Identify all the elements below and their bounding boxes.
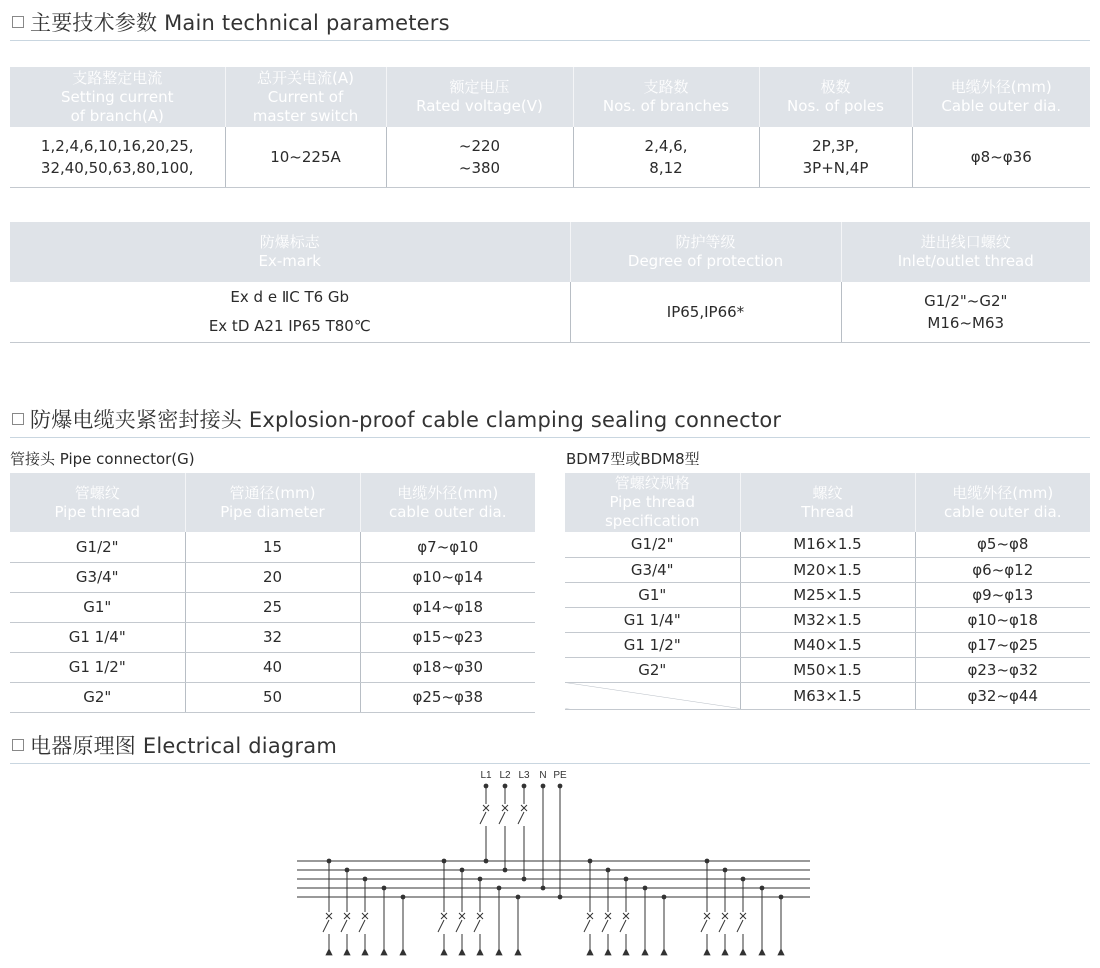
table-cell: M50×1.5 bbox=[740, 657, 915, 682]
table-cell: G1/2" bbox=[565, 532, 740, 557]
output-terminal-icon bbox=[496, 949, 502, 955]
table-header-row bbox=[565, 473, 1090, 532]
table-cell: 1,2,4,6,10,16,20,25, 32,40,50,63,80,100, bbox=[10, 127, 225, 187]
table-cell: G3/4" bbox=[565, 557, 740, 582]
table-row bbox=[565, 557, 1090, 582]
table-cell: G1 1/4" bbox=[10, 622, 185, 652]
table-cell: φ7~φ10 bbox=[360, 532, 535, 562]
header-cell: 管螺纹 Pipe thread bbox=[10, 473, 185, 532]
header-cell: 管通径(mm) Pipe diameter bbox=[185, 473, 360, 532]
header-cell: 防护等级 Degree of protection bbox=[570, 222, 841, 282]
table-cell: 2,4,6, 8,12 bbox=[573, 127, 759, 187]
table-cell: G1 1/2" bbox=[10, 652, 185, 682]
output-terminal-icon bbox=[605, 949, 611, 955]
table-cell: G3/4" bbox=[10, 562, 185, 592]
output-terminal-icon bbox=[642, 949, 648, 955]
section-title-text: 主要技术参数 Main technical parameters bbox=[30, 11, 450, 35]
table-cell: G2" bbox=[565, 657, 740, 682]
terminal-label-pe: PE bbox=[553, 770, 567, 781]
switch-blade bbox=[602, 920, 608, 932]
junction-dot bbox=[541, 886, 546, 891]
switch-blade bbox=[480, 812, 486, 824]
pipe-connector-subtitle: 管接头 Pipe connector(G) bbox=[10, 450, 195, 468]
output-terminal-icon bbox=[722, 949, 728, 955]
table-cell: φ9~φ13 bbox=[915, 582, 1090, 607]
junction-dot bbox=[522, 877, 527, 882]
table-row bbox=[565, 682, 1090, 709]
header-cell: 电缆外径(mm) cable outer dia. bbox=[915, 473, 1090, 532]
section-title-connector bbox=[12, 404, 781, 434]
output-terminal-icon bbox=[326, 949, 332, 955]
header-cell: 总开关电流(A) Current of master switch bbox=[225, 67, 386, 127]
output-terminal-icon bbox=[400, 949, 406, 955]
table-cell: ~220 ~380 bbox=[386, 127, 573, 187]
table-cell: 50 bbox=[185, 682, 360, 712]
header-cell: 进出线口螺纹 Inlet/outlet thread bbox=[841, 222, 1090, 282]
section-title-text: 防爆电缆夹紧密封接头 Explosion-proof cable clamping sealing connector bbox=[30, 408, 782, 432]
table-cell: IP65,IP66* bbox=[570, 282, 841, 342]
junction-dot bbox=[503, 868, 508, 873]
table-row bbox=[565, 657, 1090, 682]
output-terminal-icon bbox=[740, 949, 746, 955]
table-cell: M16×1.5 bbox=[740, 532, 915, 557]
table-cell: Ex d e ⅡC T6 Gb Ex tD A21 IP65 T80℃ bbox=[10, 282, 570, 342]
header-cell: 支路数 Nos. of branches bbox=[573, 67, 759, 127]
table-row bbox=[565, 582, 1090, 607]
table-cell: M20×1.5 bbox=[740, 557, 915, 582]
output-terminal-icon bbox=[587, 949, 593, 955]
table-cell: φ32~φ44 bbox=[915, 682, 1090, 709]
table-header-row bbox=[10, 222, 1090, 282]
bdm-connector-table bbox=[565, 473, 1090, 710]
table-cell: G1" bbox=[565, 582, 740, 607]
table-header-row bbox=[10, 67, 1090, 127]
output-terminal-icon bbox=[623, 949, 629, 955]
switch-blade bbox=[719, 920, 725, 932]
bdm-subtitle: BDM7型或BDM8型 bbox=[566, 450, 700, 468]
table-row bbox=[10, 652, 535, 682]
table-cell: φ25~φ38 bbox=[360, 682, 535, 712]
header-cell: 电缆外径(mm) cable outer dia. bbox=[360, 473, 535, 532]
electrical-diagram bbox=[0, 760, 1100, 968]
table-cell: G2" bbox=[10, 682, 185, 712]
table-cell: M63×1.5 bbox=[740, 682, 915, 709]
switch-blade bbox=[518, 812, 524, 824]
switch-blade bbox=[438, 920, 444, 932]
square-bullet-icon bbox=[12, 413, 24, 425]
table-row bbox=[565, 532, 1090, 557]
square-bullet-icon bbox=[12, 739, 24, 751]
table-row bbox=[10, 592, 535, 622]
table-cell: 40 bbox=[185, 652, 360, 682]
section-title-main-params bbox=[12, 7, 450, 37]
header-cell: 极数 Nos. of poles bbox=[759, 67, 912, 127]
square-bullet-icon bbox=[12, 16, 24, 28]
table-cell: φ8~φ36 bbox=[912, 127, 1090, 187]
table-cell: φ23~φ32 bbox=[915, 657, 1090, 682]
output-terminal-icon bbox=[362, 949, 368, 955]
switch-blade bbox=[701, 920, 707, 932]
switch-blade bbox=[341, 920, 347, 932]
output-terminal-icon bbox=[704, 949, 710, 955]
output-terminal-icon bbox=[441, 949, 447, 955]
switch-blade bbox=[737, 920, 743, 932]
header-cell: 螺纹 Thread bbox=[740, 473, 915, 532]
header-cell: 管螺纹规格 Pipe thread specification bbox=[565, 473, 740, 532]
pipe-connector-table bbox=[10, 473, 535, 713]
table-cell: 25 bbox=[185, 592, 360, 622]
output-terminal-icon bbox=[381, 949, 387, 955]
output-terminal-icon bbox=[661, 949, 667, 955]
table-cell: G1" bbox=[10, 592, 185, 622]
junction-dot bbox=[484, 859, 489, 864]
output-terminal-icon bbox=[778, 949, 784, 955]
table-cell: φ10~φ18 bbox=[915, 607, 1090, 632]
output-terminal-icon bbox=[759, 949, 765, 955]
header-cell: 防爆标志 Ex-mark bbox=[10, 222, 570, 282]
table-cell: G1/2" bbox=[10, 532, 185, 562]
table-cell: φ6~φ12 bbox=[915, 557, 1090, 582]
table-cell: M25×1.5 bbox=[740, 582, 915, 607]
table-cell-empty-diagonal bbox=[565, 682, 740, 709]
table-header-row bbox=[10, 473, 535, 532]
output-terminal-icon bbox=[344, 949, 350, 955]
switch-blade bbox=[359, 920, 365, 932]
table-cell: φ15~φ23 bbox=[360, 622, 535, 652]
terminal-label-n: N bbox=[539, 770, 547, 781]
table-cell: M40×1.5 bbox=[740, 632, 915, 657]
header-cell: 支路整定电流 Setting current of branch(A) bbox=[10, 67, 225, 127]
terminal-label-l3: L3 bbox=[518, 770, 530, 781]
junction-dot bbox=[558, 895, 563, 900]
table-cell: φ5~φ8 bbox=[915, 532, 1090, 557]
section-title-text: 电器原理图 Electrical diagram bbox=[30, 734, 337, 758]
table-cell: 20 bbox=[185, 562, 360, 592]
table-row bbox=[10, 282, 1090, 342]
table-cell: 32 bbox=[185, 622, 360, 652]
table-cell: 10~225A bbox=[225, 127, 386, 187]
table-row bbox=[10, 127, 1090, 187]
table-cell: G1 1/2" bbox=[565, 632, 740, 657]
switch-blade bbox=[584, 920, 590, 932]
table-row bbox=[10, 622, 535, 652]
table-row bbox=[565, 607, 1090, 632]
header-cell: 额定电压 Rated voltage(V) bbox=[386, 67, 573, 127]
table-cell: φ10~φ14 bbox=[360, 562, 535, 592]
table-row bbox=[10, 562, 535, 592]
table-row bbox=[10, 682, 535, 712]
output-terminal-icon bbox=[477, 949, 483, 955]
table-cell: M32×1.5 bbox=[740, 607, 915, 632]
terminal-label-l2: L2 bbox=[499, 770, 511, 781]
table-cell: φ17~φ25 bbox=[915, 632, 1090, 657]
divider bbox=[10, 437, 1090, 438]
table-cell: φ14~φ18 bbox=[360, 592, 535, 622]
switch-blade bbox=[499, 812, 505, 824]
header-cell: 电缆外径(mm) Cable outer dia. bbox=[912, 67, 1090, 127]
switch-blade bbox=[474, 920, 480, 932]
main-params-table bbox=[10, 67, 1090, 188]
table-row bbox=[10, 532, 535, 562]
table-row bbox=[565, 632, 1090, 657]
table-cell: 15 bbox=[185, 532, 360, 562]
switch-blade bbox=[456, 920, 462, 932]
output-terminal-icon bbox=[515, 949, 521, 955]
switch-blade bbox=[323, 920, 329, 932]
divider bbox=[10, 40, 1090, 41]
section-title-diagram bbox=[12, 730, 337, 760]
table-cell: G1 1/4" bbox=[565, 607, 740, 632]
table-cell: φ18~φ30 bbox=[360, 652, 535, 682]
terminal-label-l1: L1 bbox=[480, 770, 492, 781]
table-cell: 2P,3P, 3P+N,4P bbox=[759, 127, 912, 187]
table-cell: G1/2"~G2" M16~M63 bbox=[841, 282, 1090, 342]
ex-mark-table bbox=[10, 222, 1090, 343]
output-terminal-icon bbox=[459, 949, 465, 955]
switch-blade bbox=[620, 920, 626, 932]
